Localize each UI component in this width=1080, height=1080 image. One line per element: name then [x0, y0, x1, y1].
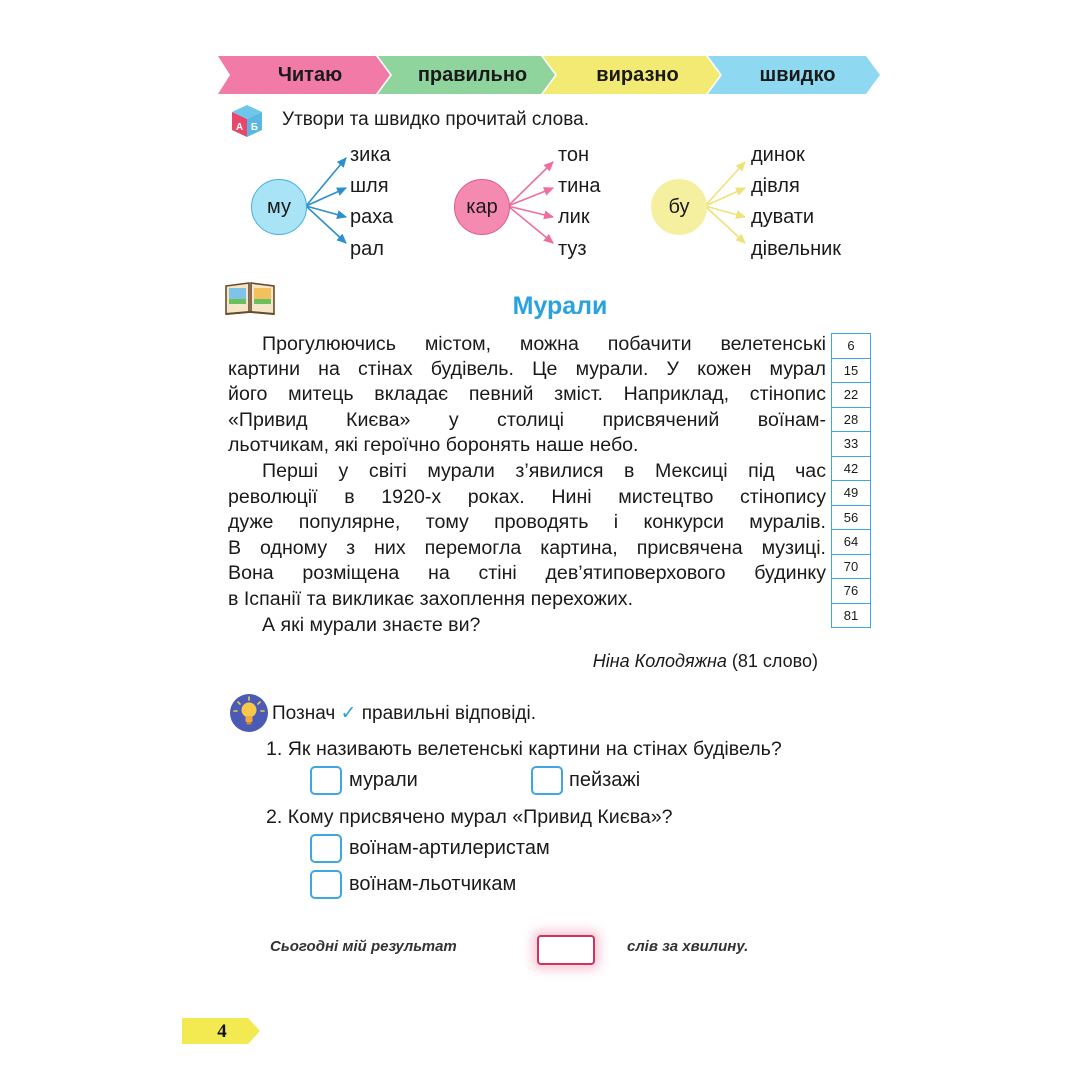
- text-line-2: картини на стінах будівель. Це мурали. У кожен мурал: [228, 358, 826, 380]
- question-1: 1. Як називають велетенські картини на стінах будівель?: [266, 738, 782, 760]
- ending-mu-2: шля: [350, 175, 389, 197]
- task1-instruction: Утвори та швидко прочитай слова.: [282, 109, 589, 130]
- syllable-circle-kar: кар: [454, 179, 510, 235]
- word-count-cell: 33: [832, 432, 870, 457]
- answer-label-landscapes: пейзажі: [569, 769, 641, 791]
- syllable-circle-mu: му: [251, 179, 307, 235]
- word-count-cell: 15: [832, 359, 870, 384]
- word-count-cell: 70: [832, 555, 870, 580]
- author-name: Ніна Колодяжна: [592, 651, 727, 671]
- word-count-cell: 28: [832, 408, 870, 433]
- word-count-cell: 22: [832, 383, 870, 408]
- ending-kar-1: тон: [558, 144, 590, 166]
- answer-label-pilots: воїнам-льотчикам: [349, 873, 517, 895]
- word-count-cell: 64: [832, 530, 870, 555]
- word-count-cell: 49: [832, 481, 870, 506]
- answer-checkbox-artillerymen[interactable]: [310, 834, 342, 863]
- word-count-cell: 42: [832, 457, 870, 482]
- text-line-12: А які мурали знаєте ви?: [262, 614, 481, 636]
- ending-kar-2: тина: [558, 175, 601, 197]
- text-line-3: його митець вкладає певний зміст. Наприклад, стінопис: [228, 383, 826, 405]
- text-line-6: Перші у світі мурали з’явилися в Мексиці під час: [262, 460, 826, 482]
- ending-bu-3: дувати: [751, 206, 815, 228]
- step-quickly: швидко: [759, 64, 836, 86]
- text-title: Мурали: [512, 292, 608, 320]
- ending-mu-4: рал: [350, 238, 384, 260]
- text-line-1: Прогулюючись містом, можна побачити велетенські: [262, 333, 826, 355]
- word-count-cell: 76: [832, 579, 870, 604]
- word-count-cell: 6: [832, 334, 870, 359]
- ending-bu-2: дівля: [751, 175, 800, 197]
- word-count-cell: 56: [832, 506, 870, 531]
- quiz-instruction-after: правильні відповіді.: [361, 703, 537, 724]
- ending-mu-1: зика: [350, 144, 391, 166]
- open-book-icon: [224, 278, 276, 316]
- step-correctly: правильно: [417, 64, 528, 86]
- answer-checkbox-murals[interactable]: [310, 766, 342, 795]
- mu-arrows: [306, 158, 346, 243]
- page-number-tab: [182, 1018, 262, 1044]
- checkmark-icon: ✓: [340, 703, 357, 724]
- text-line-9: В одному з них перемогла картина, присвячена музиці.: [228, 537, 826, 559]
- question-2: 2. Кому присвячено мурал «Привид Києва»?: [266, 806, 673, 828]
- cube-letter-a: А: [235, 122, 244, 133]
- cube-letter-b: Б: [250, 122, 259, 133]
- lightbulb-icon: [229, 693, 269, 733]
- ending-kar-3: лик: [558, 206, 590, 228]
- text-line-10: Вона розміщена на стіні дев’ятиповерхового будинку: [228, 562, 826, 584]
- ending-bu-4: дівельник: [751, 238, 842, 260]
- page-number: 4: [217, 1021, 227, 1042]
- answer-label-murals: мурали: [349, 769, 418, 791]
- step-expressively: виразно: [596, 64, 679, 86]
- result-label-before: Сьогодні мій результат: [270, 938, 457, 955]
- word-count-cell: 81: [843, 607, 859, 623]
- text-line-4: «Привид Києва» у столиці присвячений воїнам-: [228, 409, 826, 431]
- step-read: Читаю: [277, 64, 343, 86]
- text-line-7: революції в 1920-х роках. Нині мистецтво стінопису: [228, 486, 826, 508]
- text-line-11: в Іспанії та викликає захоплення перехожих.: [228, 588, 634, 610]
- result-label-after: слів за хвилину.: [627, 938, 749, 955]
- ending-kar-4: туз: [558, 238, 587, 260]
- ending-bu-1: динок: [751, 144, 805, 166]
- answer-checkbox-landscapes[interactable]: [531, 766, 563, 795]
- word-count-column: [831, 333, 871, 628]
- author-credit: [593, 651, 818, 672]
- author-word-count: (81 слово): [731, 651, 818, 671]
- kar-arrows: [508, 162, 553, 243]
- ending-mu-3: раха: [350, 206, 394, 228]
- syllable-circle-bu: бу: [651, 179, 707, 235]
- quiz-instruction-before: Познач: [272, 703, 336, 724]
- text-line-8: дуже популярне, тому проводять і конкурси муралів.: [228, 511, 826, 533]
- quiz-instruction: [272, 702, 536, 725]
- answer-label-artillerymen: воїнам-артилеристам: [349, 837, 550, 859]
- answer-checkbox-pilots[interactable]: [310, 870, 342, 899]
- text-line-5: льотчикам, які героїчно боронять наше небо.: [228, 434, 639, 456]
- bu-arrows: [705, 162, 745, 243]
- result-input-box[interactable]: [537, 935, 595, 965]
